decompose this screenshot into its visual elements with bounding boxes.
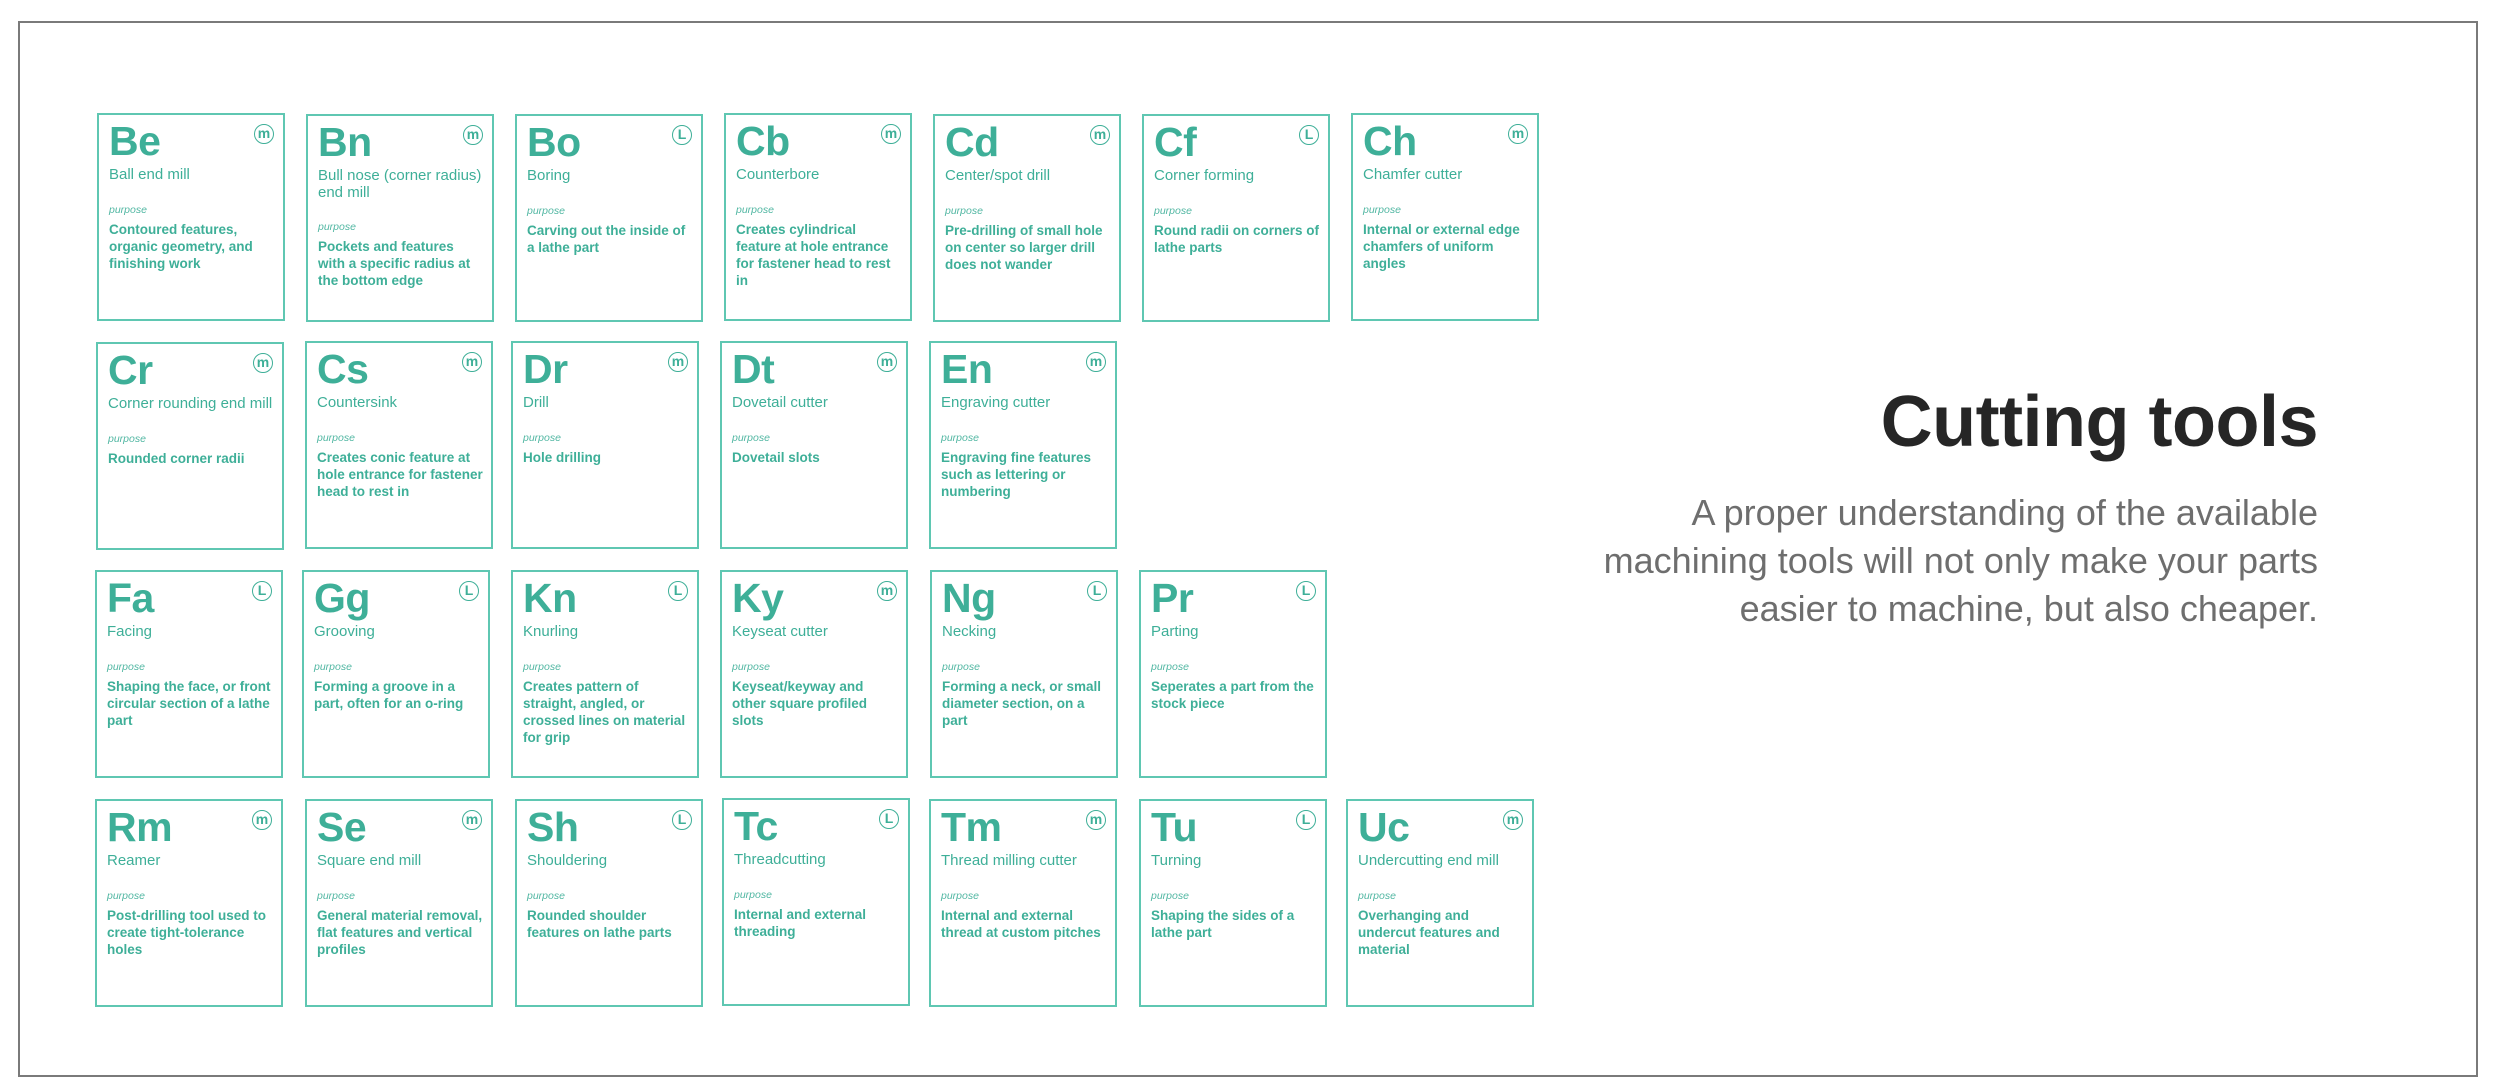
purpose-label: purpose bbox=[107, 661, 145, 673]
mill-badge-icon: m bbox=[1508, 124, 1528, 144]
tool-card-sh bbox=[515, 799, 703, 1007]
tool-symbol: Sh bbox=[527, 804, 579, 850]
purpose-label: purpose bbox=[1363, 204, 1401, 216]
mill-badge-icon: m bbox=[1090, 125, 1110, 145]
purpose-label: purpose bbox=[732, 661, 770, 673]
mill-badge-icon: m bbox=[1086, 352, 1106, 372]
tool-symbol: Cs bbox=[317, 346, 369, 392]
purpose-label: purpose bbox=[1358, 890, 1396, 902]
mill-badge-icon: m bbox=[462, 352, 482, 372]
tool-name: Center/spot drill bbox=[945, 167, 1051, 184]
tool-purpose: Forming a neck, or small diameter section, on a part bbox=[942, 679, 1102, 728]
tool-card-tm bbox=[929, 799, 1117, 1007]
tool-name: Undercutting end mill bbox=[1358, 852, 1499, 869]
tool-name: Counterbore bbox=[736, 166, 820, 183]
lathe-badge-icon: L bbox=[672, 810, 692, 830]
tool-purpose: Internal or external edge chamfers of uniform angles bbox=[1363, 222, 1520, 271]
tool-name: Grooving bbox=[314, 623, 375, 640]
purpose-label: purpose bbox=[945, 205, 983, 217]
tool-card-cb bbox=[724, 113, 912, 321]
mill-badge-icon: m bbox=[253, 353, 273, 373]
tool-symbol: Dr bbox=[523, 346, 568, 392]
tool-purpose: Hole drilling bbox=[523, 450, 602, 465]
purpose-label: purpose bbox=[523, 432, 561, 444]
mill-badge-icon: m bbox=[462, 810, 482, 830]
tool-symbol: Gg bbox=[314, 575, 370, 621]
tool-symbol: Be bbox=[109, 118, 161, 164]
mill-badge-icon: m bbox=[668, 352, 688, 372]
tool-symbol: Kn bbox=[523, 575, 577, 621]
tool-symbol: Dt bbox=[732, 346, 775, 392]
tool-symbol: Cb bbox=[736, 118, 790, 164]
tool-card-ng bbox=[930, 570, 1118, 778]
tool-purpose: Shaping the sides of a lathe part bbox=[1151, 908, 1295, 940]
tool-symbol: Bo bbox=[527, 119, 581, 165]
tool-name: Dovetail cutter bbox=[732, 394, 828, 411]
purpose-label: purpose bbox=[107, 890, 145, 902]
tool-symbol: Bn bbox=[318, 119, 372, 165]
tool-purpose: Forming a groove in a part, often for an o-ring bbox=[314, 679, 464, 711]
tool-card-cs bbox=[305, 341, 493, 549]
tool-purpose: Round radii on corners of lathe parts bbox=[1154, 223, 1320, 255]
lathe-badge-icon: L bbox=[1299, 125, 1319, 145]
purpose-label: purpose bbox=[527, 205, 565, 217]
lathe-badge-icon: L bbox=[1296, 810, 1316, 830]
tool-symbol: Fa bbox=[107, 575, 154, 621]
tool-name: Keyseat cutter bbox=[732, 623, 828, 640]
tool-card-tu bbox=[1139, 799, 1327, 1007]
tool-purpose: Pre-drilling of small hole on center so larger drill does not wander bbox=[945, 223, 1103, 272]
tool-card-cf bbox=[1142, 114, 1330, 322]
purpose-label: purpose bbox=[732, 432, 770, 444]
lathe-badge-icon: L bbox=[672, 125, 692, 145]
tool-card-tc bbox=[722, 798, 910, 1006]
tool-name: Necking bbox=[942, 623, 997, 640]
tool-symbol: Pr bbox=[1151, 575, 1194, 621]
purpose-label: purpose bbox=[1151, 890, 1189, 902]
tool-purpose: Carving out the inside of a lathe part bbox=[527, 223, 686, 255]
tool-name: Drill bbox=[523, 394, 549, 411]
tool-purpose: Keyseat/keyway and other square profiled slots bbox=[732, 679, 868, 728]
lathe-badge-icon: L bbox=[1087, 581, 1107, 601]
lathe-badge-icon: L bbox=[459, 581, 479, 601]
tool-card-fa bbox=[95, 570, 283, 778]
tool-symbol: Uc bbox=[1358, 804, 1410, 850]
mill-badge-icon: m bbox=[1086, 810, 1106, 830]
tool-card-ky bbox=[720, 570, 908, 778]
tool-card-kn bbox=[511, 570, 699, 778]
mill-badge-icon: m bbox=[1503, 810, 1523, 830]
purpose-label: purpose bbox=[108, 433, 146, 445]
page-title: Cutting tools bbox=[1880, 382, 2318, 462]
tool-name: Thread milling cutter bbox=[941, 852, 1077, 869]
tool-card-en bbox=[929, 341, 1117, 549]
tool-card-gg bbox=[302, 570, 490, 778]
tool-symbol: Tm bbox=[941, 804, 1002, 850]
purpose-label: purpose bbox=[317, 432, 355, 444]
tool-purpose: Creates pattern of straight, angled, or crossed lines on material for grip bbox=[523, 679, 686, 745]
tool-name: Chamfer cutter bbox=[1363, 166, 1463, 183]
tool-purpose: Internal and external threading bbox=[734, 907, 867, 939]
tool-name: Knurling bbox=[523, 623, 579, 640]
lathe-badge-icon: L bbox=[879, 809, 899, 829]
purpose-label: purpose bbox=[941, 432, 979, 444]
tool-purpose: Rounded shoulder features on lathe parts bbox=[527, 908, 672, 940]
tool-purpose: Creates cylindrical feature at hole entrance for fastener head to rest in bbox=[736, 222, 891, 288]
tool-name: Ball end mill bbox=[109, 166, 190, 183]
tool-purpose: Internal and external thread at custom pitches bbox=[941, 908, 1101, 940]
tool-purpose: Engraving fine features such as lettering or numbering bbox=[941, 450, 1092, 499]
purpose-label: purpose bbox=[527, 890, 565, 902]
tool-purpose: Pockets and features with a specific radius at the bottom edge bbox=[318, 239, 471, 288]
purpose-label: purpose bbox=[942, 661, 980, 673]
tool-symbol: Tu bbox=[1151, 804, 1198, 850]
tool-symbol: Ng bbox=[942, 575, 996, 621]
tool-name: Shouldering bbox=[527, 852, 608, 869]
tool-card-bo bbox=[515, 114, 703, 322]
tool-purpose: Overhanging and undercut features and material bbox=[1358, 908, 1500, 957]
tool-card-se bbox=[305, 799, 493, 1007]
purpose-label: purpose bbox=[734, 889, 772, 901]
mill-badge-icon: m bbox=[877, 352, 897, 372]
tool-purpose: Creates conic feature at hole entrance for fastener head to rest in bbox=[317, 450, 483, 499]
tool-symbol: Rm bbox=[107, 804, 173, 850]
purpose-label: purpose bbox=[1151, 661, 1189, 673]
tool-card-ch bbox=[1351, 113, 1539, 321]
tool-name: Countersink bbox=[317, 394, 398, 411]
tool-purpose: General material removal, flat features and vertical profiles bbox=[317, 908, 483, 957]
tool-name: Boring bbox=[527, 167, 571, 184]
page-description: A proper understanding of the available machining tools will not only make your parts easier to machine, but also cheaper. bbox=[1603, 492, 2318, 629]
tool-symbol: Tc bbox=[734, 803, 778, 849]
mill-badge-icon: m bbox=[254, 124, 274, 144]
purpose-label: purpose bbox=[318, 221, 356, 233]
tool-purpose: Seperates a part from the stock piece bbox=[1151, 679, 1314, 711]
mill-badge-icon: m bbox=[463, 125, 483, 145]
tool-card-pr bbox=[1139, 570, 1327, 778]
tool-symbol: Cd bbox=[945, 119, 999, 165]
tool-name: Engraving cutter bbox=[941, 394, 1051, 411]
tool-purpose: Post-drilling tool used to create tight-tolerance holes bbox=[107, 908, 266, 957]
tool-card-cd bbox=[933, 114, 1121, 322]
tool-name: Turning bbox=[1151, 852, 1202, 869]
lathe-badge-icon: L bbox=[252, 581, 272, 601]
purpose-label: purpose bbox=[317, 890, 355, 902]
tool-symbol: Se bbox=[317, 804, 367, 850]
tool-name: Parting bbox=[1151, 623, 1199, 640]
tool-symbol: Ky bbox=[732, 575, 784, 621]
tool-card-be bbox=[97, 113, 285, 321]
tool-symbol: Cf bbox=[1154, 119, 1197, 165]
purpose-label: purpose bbox=[109, 204, 147, 216]
tool-symbol: Cr bbox=[108, 347, 153, 393]
purpose-label: purpose bbox=[523, 661, 561, 673]
purpose-label: purpose bbox=[941, 890, 979, 902]
tool-card-cr bbox=[96, 342, 284, 550]
mill-badge-icon: m bbox=[252, 810, 272, 830]
tool-name: Square end mill bbox=[317, 852, 422, 869]
tool-name: Facing bbox=[107, 623, 153, 640]
lathe-badge-icon: L bbox=[1296, 581, 1316, 601]
tool-card-rm bbox=[95, 799, 283, 1007]
mill-badge-icon: m bbox=[877, 581, 897, 601]
tool-card-uc bbox=[1346, 799, 1534, 1007]
mill-badge-icon: m bbox=[881, 124, 901, 144]
tool-symbol: En bbox=[941, 346, 993, 392]
tool-card-dr bbox=[511, 341, 699, 549]
tool-purpose: Dovetail slots bbox=[732, 450, 820, 465]
tool-name: Corner rounding end mill bbox=[108, 395, 273, 412]
purpose-label: purpose bbox=[736, 204, 774, 216]
tool-name: Corner forming bbox=[1154, 167, 1255, 184]
tool-purpose: Shaping the face, or front circular section of a lathe part bbox=[107, 679, 271, 728]
tool-name: Threadcutting bbox=[734, 851, 826, 868]
tool-card-bn bbox=[306, 114, 494, 322]
purpose-label: purpose bbox=[314, 661, 352, 673]
lathe-badge-icon: L bbox=[668, 581, 688, 601]
tool-name: Reamer bbox=[107, 852, 161, 869]
tool-purpose: Contoured features, organic geometry, and finishing work bbox=[109, 222, 253, 271]
tool-card-dt bbox=[720, 341, 908, 549]
tool-symbol: Ch bbox=[1363, 118, 1417, 164]
purpose-label: purpose bbox=[1154, 205, 1192, 217]
tool-purpose: Rounded corner radii bbox=[108, 451, 245, 466]
tool-name: Bull nose (corner radius) end mill bbox=[318, 167, 482, 201]
